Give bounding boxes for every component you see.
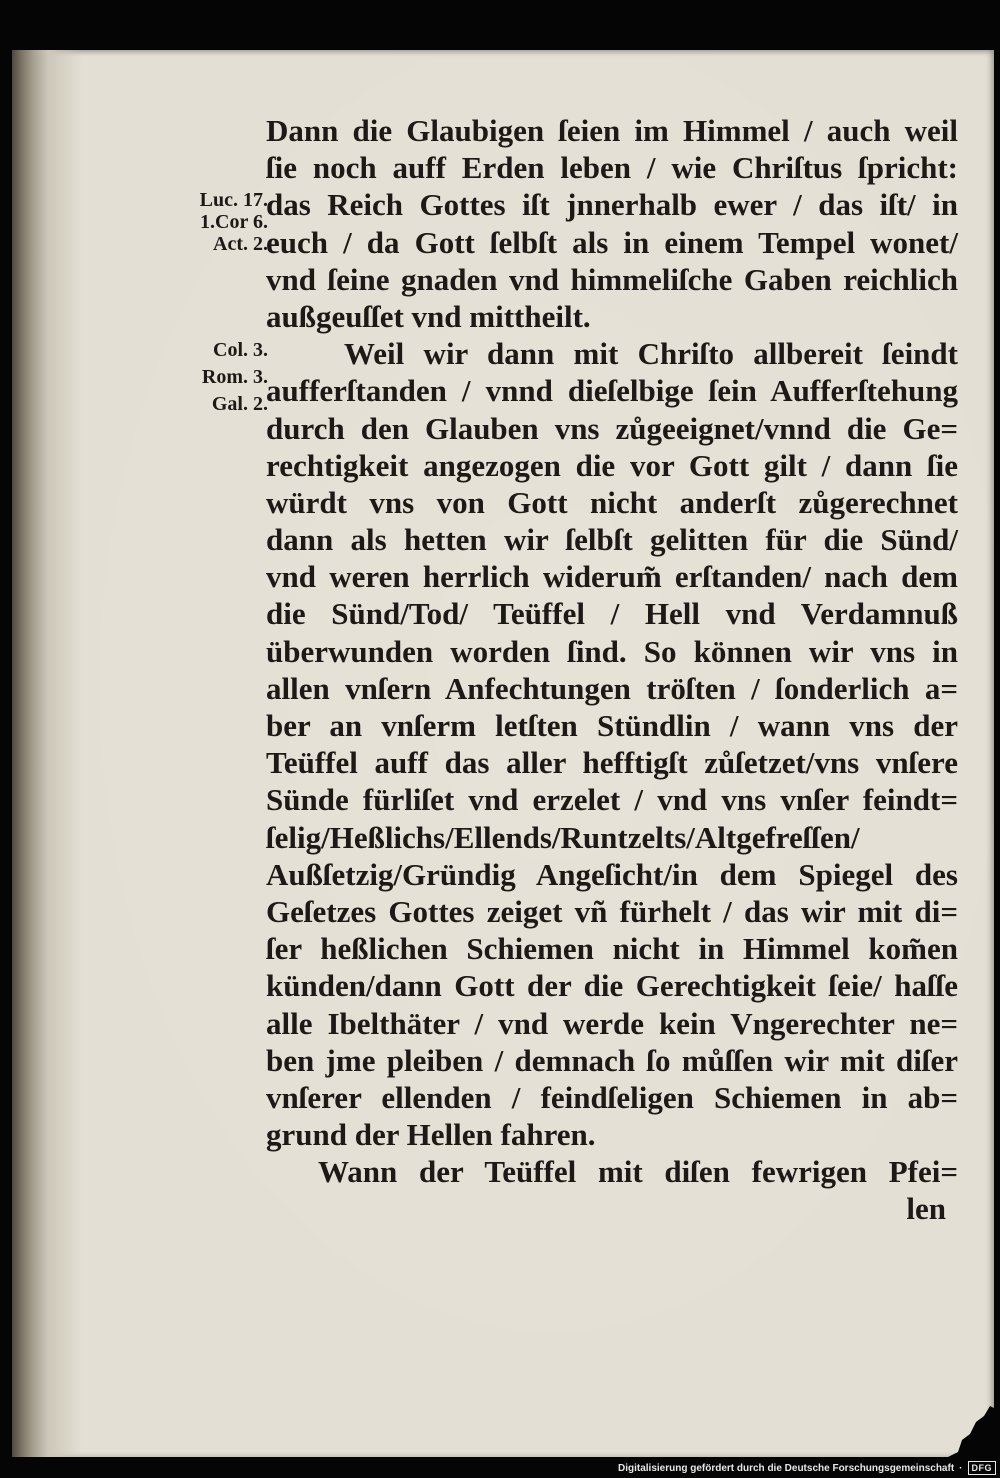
text-line: [266, 372, 958, 409]
margin-note: Col. 3.: [213, 339, 268, 361]
text-line: [266, 410, 958, 447]
text-line: [266, 744, 958, 781]
dfg-logo: DFG: [968, 1461, 997, 1475]
text-line: [266, 781, 958, 818]
text-line-content: durch den Glauben vns zůgeeignet/vnnd die Ge=: [266, 410, 958, 446]
text-line: [266, 1116, 958, 1153]
text-line-content: dann als hetten wir ſelbſt gelitten für die Sünd/: [266, 522, 958, 558]
torn-corner: [940, 1400, 1000, 1460]
margin-note: Gal. 2.: [211, 393, 268, 415]
text-line: [266, 521, 958, 558]
text-line: [266, 149, 958, 186]
margin-note: 1.Cor 6.: [200, 211, 268, 233]
text-line: [266, 893, 958, 930]
text-line-content: die Sünd/Tod/ Teüffel / Hell vnd Verdamnuß: [266, 596, 958, 632]
footer-credit-text: Digitalisierung gefördert durch die Deutsche Forschungsgemeinschaft: [617, 1462, 955, 1474]
text-line: [344, 335, 958, 372]
text-line-content: Wann der Teüffel mit diſen fewrigen Pfei=: [318, 1154, 958, 1190]
margin-note: Luc. 17.: [199, 189, 268, 211]
text-line: [266, 856, 958, 893]
text-line: [266, 112, 958, 149]
text-line-content: ben jme pleiben / demnach ſo můſſen wir mit diſer: [266, 1042, 958, 1078]
text-line: [266, 298, 958, 335]
margin-note-group: [140, 189, 268, 255]
catchword-text: len: [906, 1191, 946, 1227]
margin-note: Rom. 3.: [201, 366, 268, 388]
text-line: [266, 595, 958, 632]
text-line-content: ſie noch auff Erden leben / wie Chriſtus ſpricht:: [266, 150, 958, 186]
text-line-content: ber an vnſerm letſten Stündlin / wann vns der: [266, 708, 958, 743]
text-line-content: vnd weren herrlich widerum̃ erſtanden/ nach dem: [266, 559, 958, 595]
text-line-content: Außſetzig/Gründig Angeſicht/in dem Spiegel des: [266, 856, 958, 892]
text-line-content: Teüffel auff das aller hefftigſt zůſetzet/vns vnſere: [266, 745, 958, 781]
margin-note-group: [140, 337, 268, 418]
text-line: [266, 930, 958, 967]
text-line-content: aufferſtanden / vnnd dieſelbige ſein Aufferſtehung: [266, 373, 958, 409]
footer-credit: [618, 1459, 996, 1477]
text-line-content: das Reich Gottes iſt jnnerhalb ewer / das iſt/ in: [266, 187, 958, 223]
text-line-content: euch / da Gott ſelbſt als in einem Tempel wonet/: [266, 224, 958, 260]
text-line: [266, 224, 958, 261]
text-line-content: grund der Hellen fahren.: [266, 1117, 596, 1153]
footer-separator: ·: [959, 1462, 963, 1474]
text-line: [266, 186, 958, 223]
text-line-content: allen vnſern Anfechtungen tröſten / ſonderlich a=: [266, 670, 958, 706]
text-line-content: künden/dann Gott der die Gerechtigkeit ſeie/ haſſe: [266, 968, 958, 1004]
text-line: [266, 1042, 958, 1079]
text-line-content: ſelig/Heßlichs/Ellends/Runtzelts/Altgefreſſen/: [266, 819, 860, 855]
text-line: [266, 447, 958, 484]
text-line-content: Dann die Glaubigen ſeien im Himmel / auch weil: [266, 113, 958, 148]
gutter-shadow: [12, 50, 82, 1457]
text-line-content: Sünde fürliſet vnd erzelet / vnd vns vnſer feindt=: [266, 782, 958, 818]
text-line: [318, 1153, 958, 1190]
text-line-content: vnd ſeine gnaden vnd himmeliſche Gaben reichlich: [266, 261, 958, 297]
text-line: [266, 1079, 958, 1116]
text-block: [266, 112, 958, 1228]
text-line-content: außgeuſſet vnd mittheilt.: [266, 298, 591, 334]
text-line-content: Geſetzes Gottes zeiget vñ fürhelt / das wir mit di=: [266, 893, 958, 929]
text-line: [266, 819, 958, 856]
margin-note: Act. 2.: [213, 233, 268, 255]
text-line: [266, 670, 958, 707]
text-line-content: ſer heßlichen Schiemen nicht in Himmel kom̃en: [266, 931, 958, 967]
text-line: [266, 967, 958, 1004]
text-line-content: überwunden worden ſind. So können wir vns in: [266, 633, 958, 669]
text-line: [266, 707, 958, 744]
text-line: [266, 484, 958, 521]
text-line-content: rechtigkeit angezogen die vor Gott gilt / dann ſie: [266, 447, 958, 483]
text-line: [266, 1005, 958, 1042]
text-line: [266, 633, 958, 670]
text-line-content: alle Ibelthäter / vnd werde kein Vngerechter ne=: [266, 1005, 958, 1041]
text-line-content: Weil wir dann mit Chriſto allbereit ſeindt: [344, 336, 958, 372]
text-line: [266, 558, 958, 595]
text-line: [266, 261, 958, 298]
catchword: [266, 1190, 958, 1227]
text-line-content: vnſerer ellenden / feindſeligen Schiemen in ab=: [266, 1079, 958, 1115]
text-line-content: würdt vns von Gott nicht anderſt zůgerechnet: [266, 484, 958, 520]
